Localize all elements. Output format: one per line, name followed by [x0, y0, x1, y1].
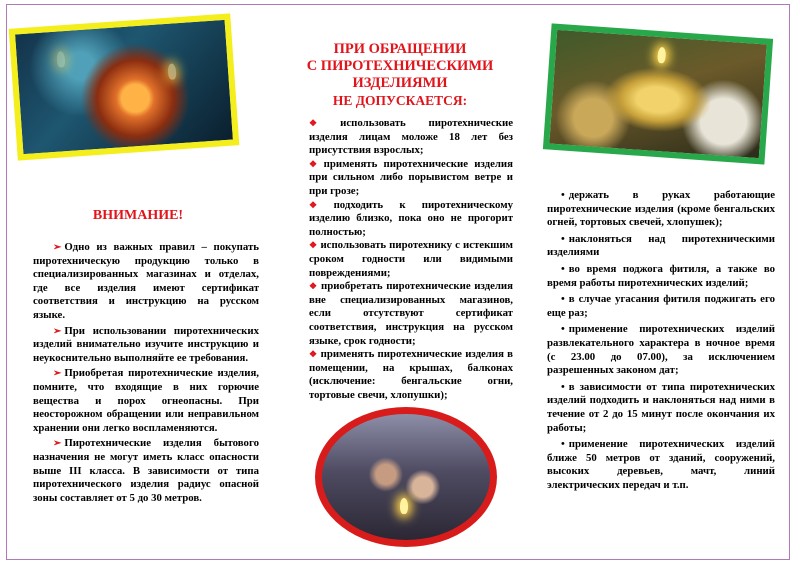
list-item: • в зависимости от типа пиротехнических изделий подходить и наклоняться над ними в течение от 2 до 15 минут после окончания их работы; — [547, 380, 775, 434]
candle-decoration-photo — [543, 23, 773, 164]
bullet-icon: • — [561, 438, 565, 451]
title-sub: НЕ ДОПУСКАЕТСЯ: — [332, 93, 468, 108]
list-item: • применение пиротехнических изделий ближе 50 метров от зданий, сооружений, высоких деревьев, мачт, линий электрических передач и т.п. — [547, 438, 775, 491]
title-line-1: ПРИ ОБРАЩЕНИИ — [333, 41, 467, 57]
list-item: • в случае угасания фитиля поджигать его еще раз; — [547, 293, 775, 319]
list-item: ❖ использовать пиротехнику с истекшим сроком годности или видимыми повреждениями; — [309, 239, 513, 279]
brochure-page — [6, 4, 790, 560]
arrow-icon: ➢ — [53, 368, 62, 380]
left-panel — [7, 5, 269, 559]
right-list — [547, 189, 775, 495]
left-text — [33, 241, 259, 507]
left-paragraph-2: ➢ При использовании пиротехнических изделий внимательно изучите инструкцию и неукоснительно выполняйте ее требования. — [33, 324, 259, 364]
bullet-icon: • — [561, 232, 565, 245]
title-line-3: ИЗДЕЛИЯМИ — [352, 75, 448, 91]
left-paragraph-1: ➢ Одно из важных правил – покупать пиротехническую продукцию только в специализированных магазинах и отделах, где все изделия имеют сертификат соответствия и инструкцию на русском языке. — [33, 241, 259, 321]
bullet-icon: • — [561, 189, 565, 201]
left-paragraph-3: ➢ Приобретая пиротехнические изделия, помните, что входящие в них горючие вещества и порох огнеопасны. При неосторожном обращении или неправильном хранении они легко воспламеняются. — [33, 367, 259, 434]
attention-heading: ВНИМАНИЕ! — [92, 208, 184, 223]
prohibition-title — [279, 41, 521, 109]
diamond-icon: ❖ — [309, 158, 321, 169]
right-panel — [531, 5, 789, 559]
people-with-firework-photo — [315, 407, 497, 547]
bullet-icon: • — [561, 262, 565, 275]
list-item: • наклоняться над пиротехническими изделиями — [547, 232, 775, 259]
arrow-icon: ➢ — [53, 325, 62, 337]
title-line-2: С ПИРОТЕХНИЧЕСКИМИ — [306, 58, 494, 74]
bullet-icon: • — [561, 293, 565, 306]
list-item: ❖ применять пиротехнические изделия при сильном либо порывистом ветре и при грозе; — [309, 157, 513, 197]
diamond-icon: ❖ — [309, 349, 318, 360]
middle-list — [309, 117, 513, 402]
list-item: ❖ применять пиротехнические изделия в помещении, на крышах, балконах (исключение: бенгальские огни, тортовые свечи, хлопушки); — [309, 348, 513, 401]
diamond-icon: ❖ — [309, 240, 318, 251]
christmas-ornament-photo — [9, 13, 240, 160]
list-item: ❖ приобретать пиротехнические изделия вне специализированных магазинов, если отсутствуют сертификат соответствия, инструкция на русском языке, срок годности; — [309, 280, 513, 347]
diamond-icon: ❖ — [309, 118, 338, 128]
list-item: ❖ использовать пиротехнические изделия лицам моложе 18 лет без присутствия взрослых; — [309, 117, 513, 157]
left-paragraph-4: ➢ Пиротехнические изделия бытового назначения не могут иметь класс опасности выше III класса. В зависимости от типа пиротехнического изделия радиус опасной зоны составляет от 5 до 30 метров. — [33, 437, 259, 504]
arrow-icon: ➢ — [53, 242, 62, 253]
list-item: • во время поджога фитиля, а также во время работы пиротехнических изделий; — [547, 262, 775, 289]
diamond-icon: ❖ — [309, 281, 318, 292]
middle-panel — [269, 5, 531, 559]
diamond-icon: ❖ — [309, 199, 331, 210]
list-item: • применение пиротехнических изделий развлекательного характера в ночное время (с 23.00 до 07.00), за исключением разрешенных законом дат; — [547, 323, 775, 377]
list-item: • держать в руках работающие пиротехнические изделия (кроме бенгальских огней, тортовых свечей, хлопушек); — [547, 189, 775, 229]
bullet-icon: • — [561, 380, 565, 393]
arrow-icon: ➢ — [53, 438, 62, 450]
list-item: ❖ подходить к пиротехническому изделию близко, пока оно не прогорит полностью; — [309, 198, 513, 238]
bullet-icon: • — [561, 323, 565, 336]
